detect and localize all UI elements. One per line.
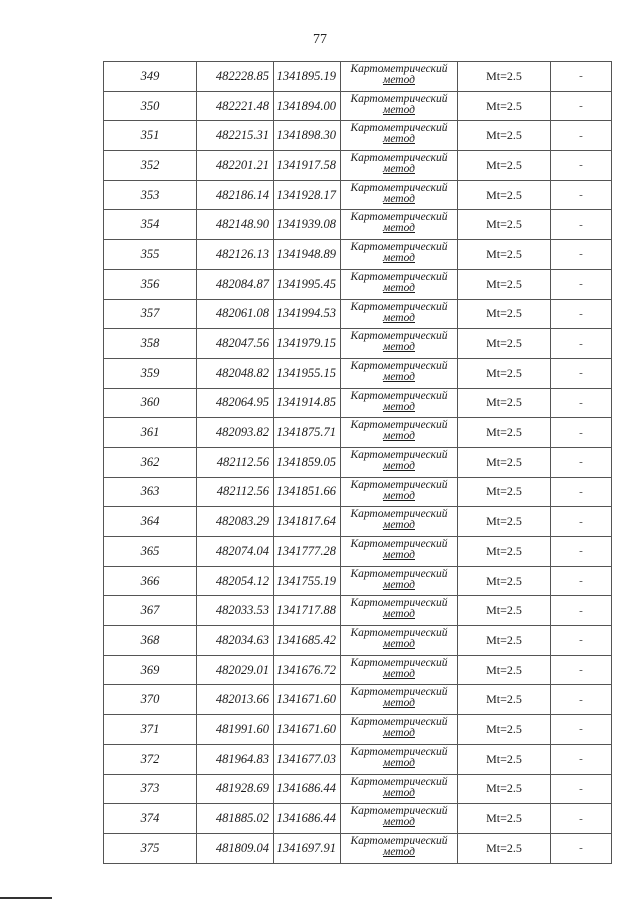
description-cell: - [551, 358, 612, 388]
accuracy-cell: Mt=2.5 [458, 626, 551, 656]
method-cell [341, 447, 458, 477]
method-line-1: Картометрический [350, 300, 448, 313]
accuracy-cell: Mt=2.5 [458, 715, 551, 745]
table-row [104, 358, 612, 388]
point-number-cell: 365 [104, 537, 197, 567]
method-line-1: Картометрический [350, 508, 448, 521]
method-line-2: метод [382, 756, 415, 769]
description-cell: - [551, 91, 612, 121]
method-line-2: метод [382, 222, 415, 235]
table-row [104, 774, 612, 804]
description-cell: - [551, 418, 612, 448]
point-number-cell: 349 [104, 62, 197, 92]
method-line-2: метод [382, 281, 415, 294]
x-coordinate-cell: 482093.82 [197, 418, 274, 448]
accuracy-cell: Mt=2.5 [458, 121, 551, 151]
y-coordinate-cell: 1341755.19 [274, 566, 341, 596]
point-number-cell: 369 [104, 655, 197, 685]
method-line-2: метод [382, 549, 415, 561]
description-cell: - [551, 447, 612, 477]
table-row [104, 62, 612, 92]
point-number-cell: 374 [104, 804, 197, 834]
method-line-1: Картометрический [350, 152, 448, 165]
method-line-1: Картометрический [350, 538, 448, 550]
method-cell [341, 62, 458, 92]
table-row [104, 418, 612, 448]
method-cell [341, 151, 458, 181]
method-line-2: метод [382, 311, 415, 324]
method-cell [341, 774, 458, 804]
accuracy-cell: Mt=2.5 [458, 744, 551, 774]
accuracy-cell: Mt=2.5 [458, 269, 551, 299]
accuracy-cell: Mt=2.5 [458, 537, 551, 567]
method-cell [341, 507, 458, 537]
method-cell [341, 685, 458, 715]
method-line-2: метод [382, 400, 415, 413]
method-line-2: метод [382, 816, 415, 829]
x-coordinate-cell: 482074.04 [197, 537, 274, 567]
description-cell: - [551, 121, 612, 151]
description-cell: - [551, 566, 612, 596]
method-cell [341, 240, 458, 270]
y-coordinate-cell: 1341939.08 [274, 210, 341, 240]
method-line-2: метод [382, 74, 415, 86]
point-number-cell: 363 [104, 477, 197, 507]
method-line-2: метод [382, 578, 415, 591]
method-line-1: Картометрический [350, 597, 448, 610]
accuracy-cell: Mt=2.5 [458, 447, 551, 477]
method-line-2: метод [382, 697, 415, 710]
accuracy-cell: Mt=2.5 [458, 240, 551, 270]
point-number-cell: 370 [104, 685, 197, 715]
x-coordinate-cell: 482047.56 [197, 329, 274, 359]
description-cell: - [551, 388, 612, 418]
point-number-cell: 366 [104, 566, 197, 596]
table-row [104, 715, 612, 745]
y-coordinate-cell: 1341955.15 [274, 358, 341, 388]
x-coordinate-cell: 482221.48 [197, 91, 274, 121]
coordinates-table [103, 61, 612, 864]
y-coordinate-cell: 1341859.05 [274, 447, 341, 477]
method-cell [341, 358, 458, 388]
x-coordinate-cell: 482186.14 [197, 180, 274, 210]
table-row [104, 685, 612, 715]
y-coordinate-cell: 1341851.66 [274, 477, 341, 507]
description-cell: - [551, 210, 612, 240]
y-coordinate-cell: 1341894.00 [274, 91, 341, 121]
table-row [104, 596, 612, 626]
x-coordinate-cell: 481809.04 [197, 833, 274, 863]
accuracy-cell: Mt=2.5 [458, 596, 551, 626]
accuracy-cell: Mt=2.5 [458, 418, 551, 448]
y-coordinate-cell: 1341895.19 [274, 62, 341, 92]
method-line-1: Картометрический [350, 330, 448, 343]
method-line-2: метод [382, 727, 415, 740]
table-row [104, 566, 612, 596]
table-row [104, 744, 612, 774]
method-cell [341, 477, 458, 507]
table-row [104, 91, 612, 121]
method-line-1: Картометрический [350, 716, 448, 729]
accuracy-cell: Mt=2.5 [458, 299, 551, 329]
point-number-cell: 351 [104, 121, 197, 151]
description-cell: - [551, 240, 612, 270]
y-coordinate-cell: 1341898.30 [274, 121, 341, 151]
y-coordinate-cell: 1341777.28 [274, 537, 341, 567]
y-coordinate-cell: 1341817.64 [274, 507, 341, 537]
table-row [104, 477, 612, 507]
description-cell: - [551, 151, 612, 181]
coordinates-table-body [104, 62, 612, 864]
x-coordinate-cell: 482126.13 [197, 240, 274, 270]
y-coordinate-cell: 1341671.60 [274, 715, 341, 745]
method-cell [341, 804, 458, 834]
description-cell: - [551, 626, 612, 656]
description-cell: - [551, 180, 612, 210]
x-coordinate-cell: 481928.69 [197, 774, 274, 804]
x-coordinate-cell: 482112.56 [197, 447, 274, 477]
method-line-1: Картометрический [350, 122, 448, 135]
method-line-1: Картометрический [350, 181, 448, 194]
point-number-cell: 375 [104, 833, 197, 863]
accuracy-cell: Mt=2.5 [458, 329, 551, 359]
method-line-2: метод [382, 608, 415, 621]
y-coordinate-cell: 1341671.60 [274, 685, 341, 715]
method-cell [341, 388, 458, 418]
accuracy-cell: Mt=2.5 [458, 180, 551, 210]
y-coordinate-cell: 1341685.42 [274, 626, 341, 656]
accuracy-cell: Mt=2.5 [458, 151, 551, 181]
x-coordinate-cell: 482064.95 [197, 388, 274, 418]
method-line-2: метод [382, 103, 415, 116]
point-number-cell: 354 [104, 210, 197, 240]
method-cell [341, 715, 458, 745]
table-row [104, 299, 612, 329]
method-line-1: Картометрический [350, 834, 448, 847]
description-cell: - [551, 655, 612, 685]
point-number-cell: 358 [104, 329, 197, 359]
method-line-2: метод [382, 786, 415, 799]
y-coordinate-cell: 1341928.17 [274, 180, 341, 210]
accuracy-cell: Mt=2.5 [458, 774, 551, 804]
accuracy-cell: Mt=2.5 [458, 91, 551, 121]
table-row [104, 388, 612, 418]
point-number-cell: 355 [104, 240, 197, 270]
table-row [104, 240, 612, 270]
description-cell: - [551, 62, 612, 92]
y-coordinate-cell: 1341697.91 [274, 833, 341, 863]
method-line-1: Картометрический [350, 419, 448, 432]
table-row [104, 537, 612, 567]
point-number-cell: 364 [104, 507, 197, 537]
accuracy-cell: Mt=2.5 [458, 833, 551, 863]
point-number-cell: 368 [104, 626, 197, 656]
method-line-1: Картометрический [350, 211, 448, 224]
method-cell [341, 210, 458, 240]
point-number-cell: 360 [104, 388, 197, 418]
point-number-cell: 367 [104, 596, 197, 626]
x-coordinate-cell: 482029.01 [197, 655, 274, 685]
table-row [104, 833, 612, 863]
description-cell: - [551, 715, 612, 745]
method-line-2: метод [382, 163, 415, 176]
description-cell: - [551, 596, 612, 626]
method-line-1: Картометрический [350, 686, 448, 699]
y-coordinate-cell: 1341917.58 [274, 151, 341, 181]
method-cell [341, 833, 458, 863]
point-number-cell: 352 [104, 151, 197, 181]
x-coordinate-cell: 482013.66 [197, 685, 274, 715]
y-coordinate-cell: 1341686.44 [274, 774, 341, 804]
table-row [104, 626, 612, 656]
accuracy-cell: Mt=2.5 [458, 62, 551, 92]
point-number-cell: 373 [104, 774, 197, 804]
method-line-1: Картометрический [350, 656, 448, 669]
footnote-rule [0, 897, 52, 899]
method-line-2: метод [382, 192, 415, 205]
method-line-2: метод [382, 252, 415, 265]
table-row [104, 447, 612, 477]
description-cell: - [551, 833, 612, 863]
y-coordinate-cell: 1341914.85 [274, 388, 341, 418]
point-number-cell: 372 [104, 744, 197, 774]
method-line-1: Картометрический [350, 745, 448, 758]
x-coordinate-cell: 482112.56 [197, 477, 274, 507]
method-line-2: метод [382, 133, 415, 146]
x-coordinate-cell: 482061.08 [197, 299, 274, 329]
x-coordinate-cell: 482228.85 [197, 62, 274, 92]
accuracy-cell: Mt=2.5 [458, 804, 551, 834]
point-number-cell: 362 [104, 447, 197, 477]
method-line-1: Картометрический [350, 567, 448, 580]
accuracy-cell: Mt=2.5 [458, 566, 551, 596]
method-cell [341, 91, 458, 121]
table-row [104, 121, 612, 151]
method-line-1: Картометрический [350, 389, 448, 402]
method-line-2: метод [382, 667, 415, 680]
method-cell [341, 329, 458, 359]
y-coordinate-cell: 1341979.15 [274, 329, 341, 359]
method-cell [341, 299, 458, 329]
description-cell: - [551, 774, 612, 804]
accuracy-cell: Mt=2.5 [458, 358, 551, 388]
description-cell: - [551, 329, 612, 359]
x-coordinate-cell: 482148.90 [197, 210, 274, 240]
y-coordinate-cell: 1341676.72 [274, 655, 341, 685]
method-cell [341, 596, 458, 626]
method-line-2: метод [382, 370, 415, 383]
description-cell: - [551, 299, 612, 329]
method-cell [341, 537, 458, 567]
accuracy-cell: Mt=2.5 [458, 507, 551, 537]
x-coordinate-cell: 482084.87 [197, 269, 274, 299]
x-coordinate-cell: 482083.29 [197, 507, 274, 537]
method-line-2: метод [382, 489, 415, 502]
y-coordinate-cell: 1341995.45 [274, 269, 341, 299]
x-coordinate-cell: 482033.53 [197, 596, 274, 626]
method-cell [341, 566, 458, 596]
method-cell [341, 655, 458, 685]
y-coordinate-cell: 1341677.03 [274, 744, 341, 774]
description-cell: - [551, 685, 612, 715]
accuracy-cell: Mt=2.5 [458, 655, 551, 685]
x-coordinate-cell: 482048.82 [197, 358, 274, 388]
page-number: 77 [313, 32, 327, 47]
method-cell [341, 121, 458, 151]
method-cell [341, 744, 458, 774]
table-row [104, 269, 612, 299]
method-line-2: метод [382, 638, 415, 651]
point-number-cell: 359 [104, 358, 197, 388]
table-row [104, 655, 612, 685]
method-line-2: метод [382, 430, 415, 443]
method-line-2: метод [382, 845, 415, 858]
method-line-1: Картометрический [350, 92, 448, 105]
x-coordinate-cell: 482215.31 [197, 121, 274, 151]
description-cell: - [551, 744, 612, 774]
method-line-1: Картометрический [350, 359, 448, 372]
method-line-2: метод [382, 459, 415, 472]
description-cell: - [551, 477, 612, 507]
description-cell: - [551, 804, 612, 834]
x-coordinate-cell: 482034.63 [197, 626, 274, 656]
description-cell: - [551, 507, 612, 537]
accuracy-cell: Mt=2.5 [458, 685, 551, 715]
point-number-cell: 371 [104, 715, 197, 745]
x-coordinate-cell: 482054.12 [197, 566, 274, 596]
description-cell: - [551, 537, 612, 567]
y-coordinate-cell: 1341686.44 [274, 804, 341, 834]
method-cell [341, 626, 458, 656]
point-number-cell: 350 [104, 91, 197, 121]
method-cell [341, 418, 458, 448]
accuracy-cell: Mt=2.5 [458, 388, 551, 418]
method-line-1: Картометрический [350, 627, 448, 640]
method-line-1: Картометрический [350, 270, 448, 283]
table-row [104, 210, 612, 240]
point-number-cell: 353 [104, 180, 197, 210]
x-coordinate-cell: 482201.21 [197, 151, 274, 181]
method-line-1: Картометрический [350, 775, 448, 788]
method-line-1: Картометрический [350, 805, 448, 818]
table-row [104, 151, 612, 181]
method-line-1: Картометрический [350, 241, 448, 254]
method-line-1: Картометрический [350, 448, 448, 461]
x-coordinate-cell: 481964.83 [197, 744, 274, 774]
point-number-cell: 361 [104, 418, 197, 448]
method-cell [341, 269, 458, 299]
point-number-cell: 357 [104, 299, 197, 329]
accuracy-cell: Mt=2.5 [458, 477, 551, 507]
table-row [104, 507, 612, 537]
table-row [104, 180, 612, 210]
method-line-1: Картометрический [350, 63, 448, 75]
method-line-2: метод [382, 519, 415, 532]
x-coordinate-cell: 481885.02 [197, 804, 274, 834]
y-coordinate-cell: 1341948.89 [274, 240, 341, 270]
y-coordinate-cell: 1341994.53 [274, 299, 341, 329]
method-line-1: Картометрический [350, 478, 448, 491]
description-cell: - [551, 269, 612, 299]
method-line-2: метод [382, 341, 415, 354]
method-cell [341, 180, 458, 210]
y-coordinate-cell: 1341875.71 [274, 418, 341, 448]
x-coordinate-cell: 481991.60 [197, 715, 274, 745]
point-number-cell: 356 [104, 269, 197, 299]
accuracy-cell: Mt=2.5 [458, 210, 551, 240]
table-row [104, 804, 612, 834]
table-row [104, 329, 612, 359]
y-coordinate-cell: 1341717.88 [274, 596, 341, 626]
